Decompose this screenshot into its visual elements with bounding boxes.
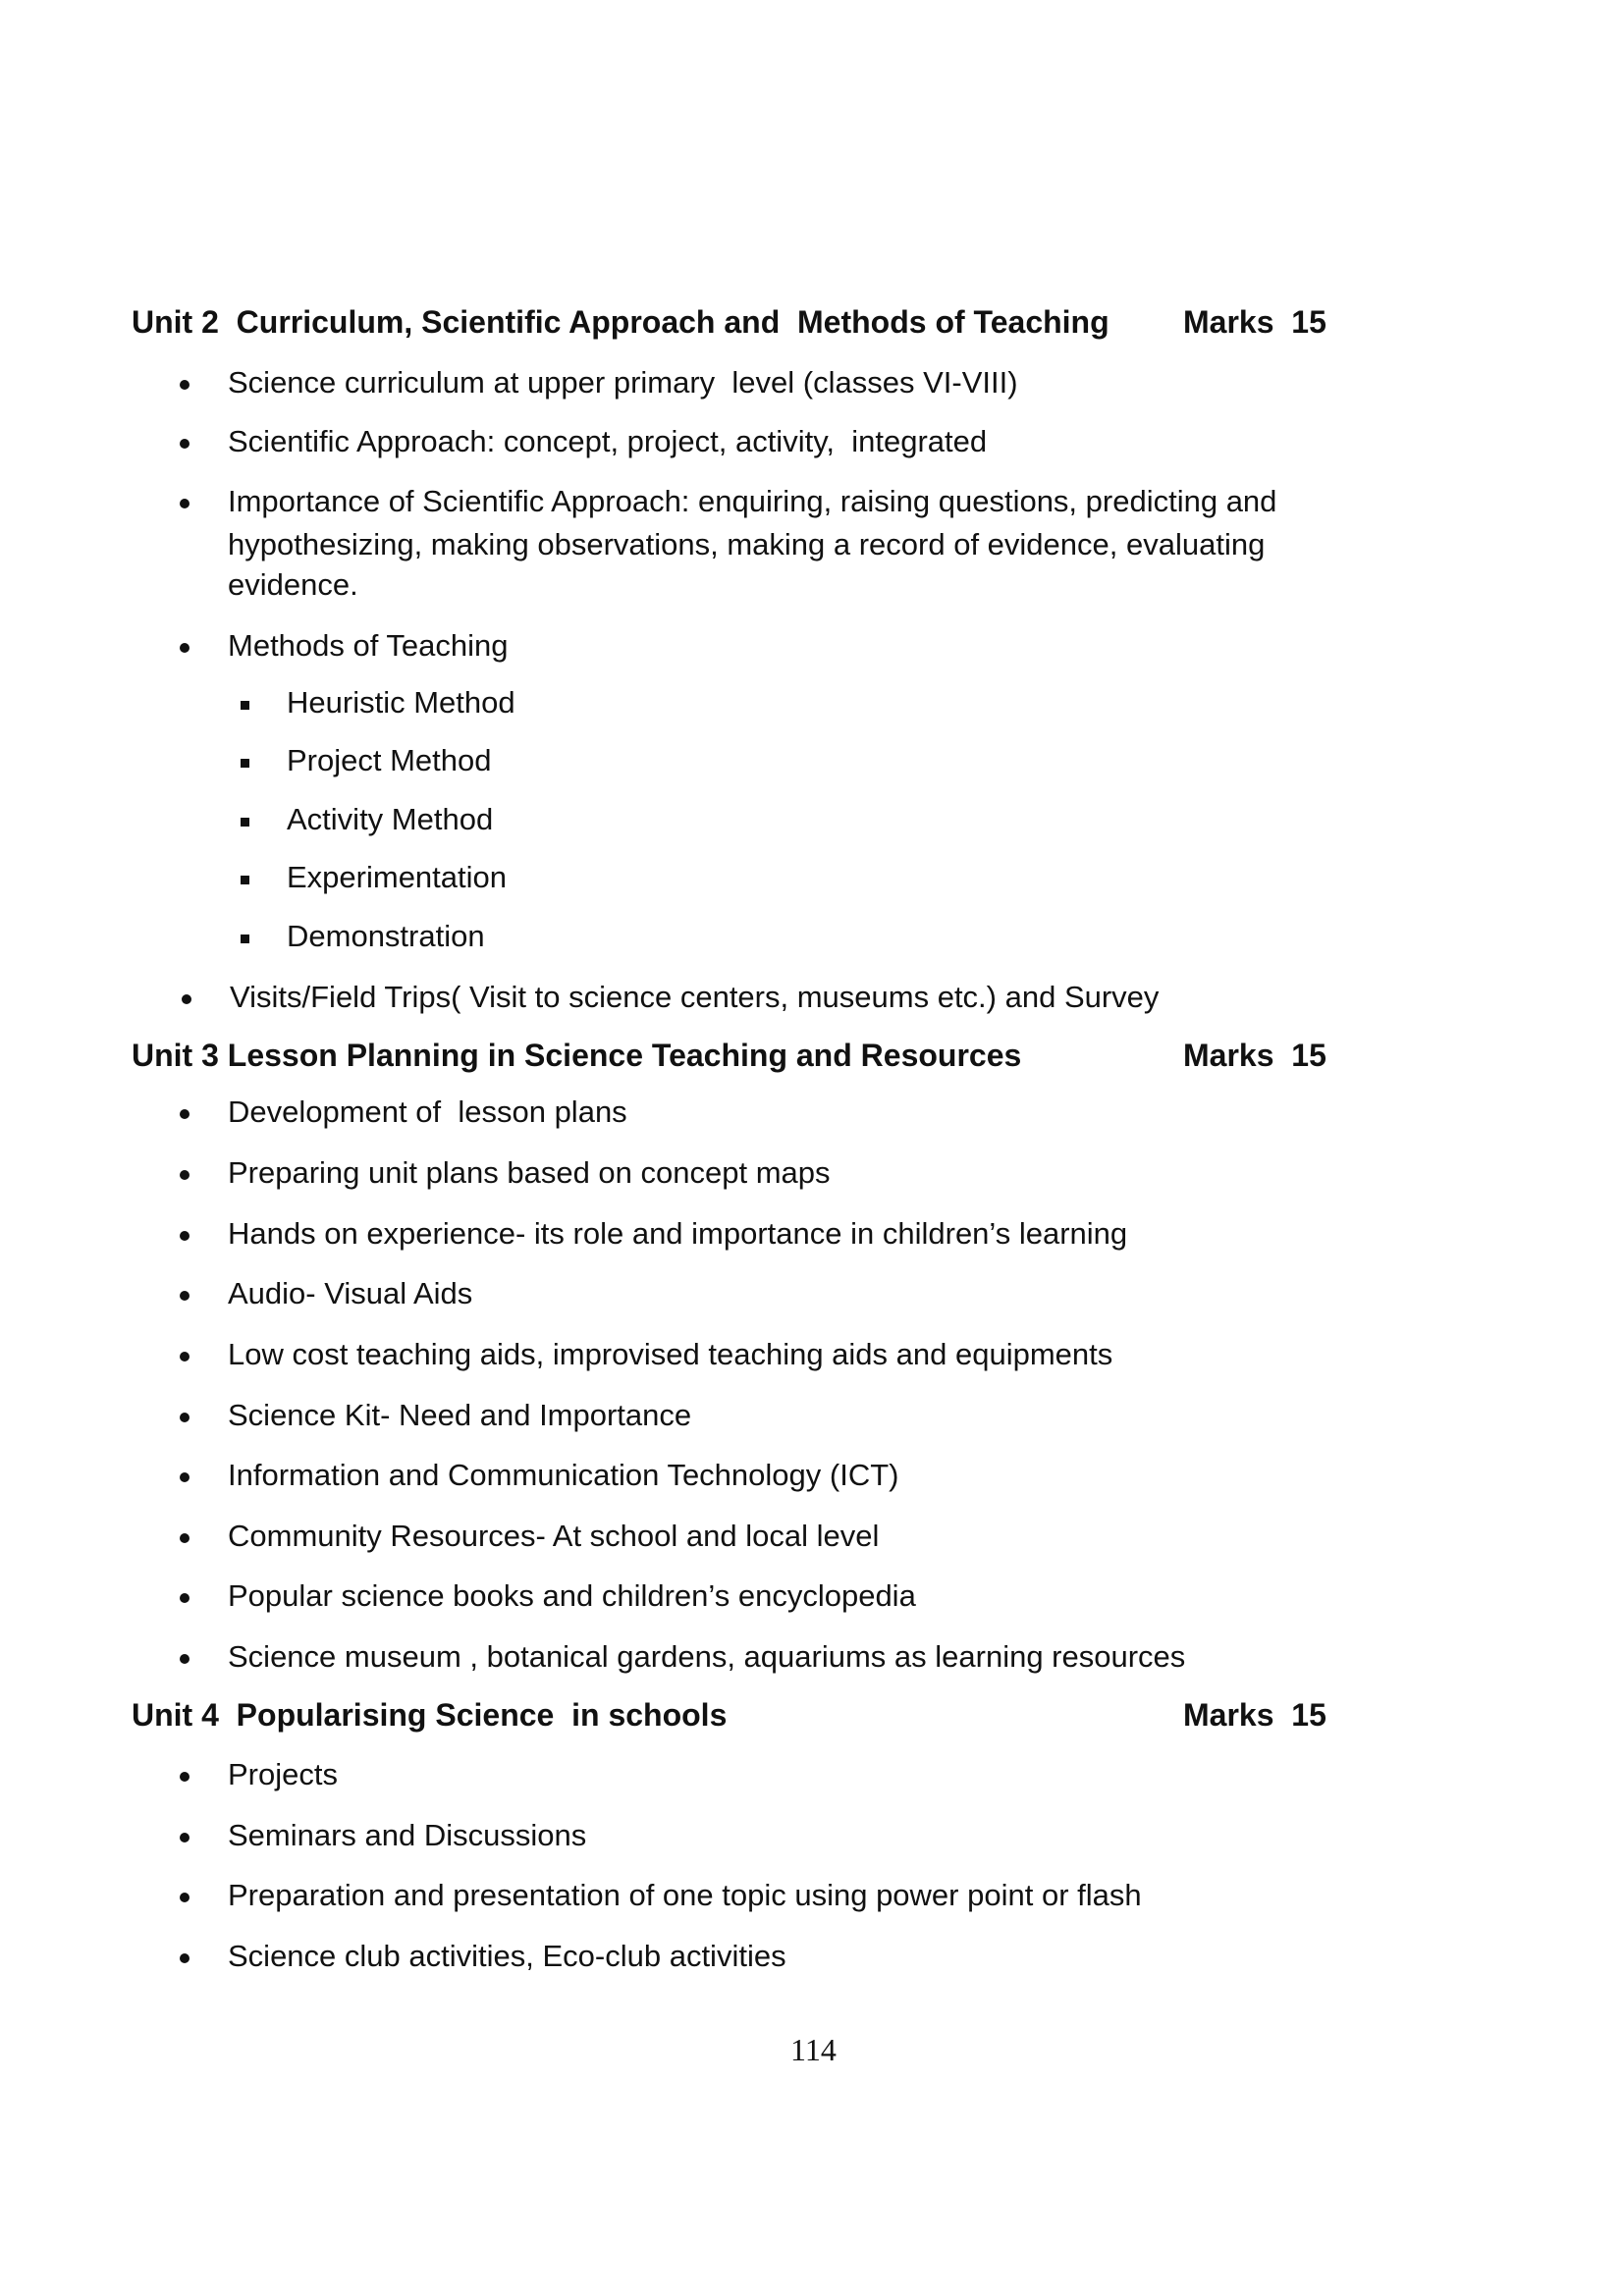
unit-heading-marks: Marks 15: [1183, 1697, 1326, 1733]
list-item-text: Information and Communication Technology (ICT): [228, 1458, 899, 1492]
bullet-icon: [180, 643, 189, 653]
sub-list-item-text: Heuristic Method: [287, 685, 515, 720]
bullet-icon: [180, 1472, 189, 1482]
square-bullet-icon: [241, 818, 249, 827]
square-bullet-icon: [241, 934, 249, 943]
bullet-icon: [180, 1291, 189, 1301]
list-item-text: hypothesizing, making observations, making a record of evidence, evaluating: [228, 527, 1266, 561]
list-item-text: Science Kit- Need and Importance: [228, 1398, 692, 1432]
bullet-icon: [180, 1772, 189, 1782]
list-item-text: Low cost teaching aids, improvised teaching aids and equipments: [228, 1337, 1113, 1371]
bullet-icon: [180, 1231, 189, 1241]
bullet-icon: [180, 1109, 189, 1119]
bullet-icon: [180, 439, 189, 449]
bullet-icon: [180, 499, 189, 508]
bullet-icon: [180, 1953, 189, 1963]
bullet-icon: [180, 1654, 189, 1664]
bullet-icon: [180, 1352, 189, 1362]
bullet-icon: [180, 1170, 189, 1180]
list-item-text: Importance of Scientific Approach: enquiring, raising questions, predicting and: [228, 484, 1277, 518]
unit-heading-title: Unit 4 Popularising Science in schools: [132, 1697, 728, 1733]
list-item-text: Preparation and presentation of one topic using power point or flash: [228, 1878, 1142, 1912]
bullet-icon: [182, 994, 191, 1004]
bullet-icon: [180, 1413, 189, 1422]
square-bullet-icon: [241, 759, 249, 768]
bullet-icon: [180, 1593, 189, 1603]
list-item-text: Visits/Field Trips( Visit to science centers, museums etc.) and Survey: [230, 980, 1160, 1014]
list-item-text: Popular science books and children’s encyclopedia: [228, 1578, 916, 1613]
list-item-text: Preparing unit plans based on concept maps: [228, 1155, 831, 1190]
unit-heading-title: Unit 2 Curriculum, Scientific Approach and Methods of Teaching: [132, 304, 1109, 340]
sub-list-item-text: Activity Method: [287, 802, 494, 836]
list-item-text: Science club activities, Eco-club activities: [228, 1939, 786, 1973]
sub-list-item-text: Project Method: [287, 743, 492, 777]
list-item-text: Seminars and Discussions: [228, 1818, 587, 1852]
page-number: 114: [790, 2032, 837, 2067]
list-item-text: evidence.: [228, 567, 358, 602]
unit-heading-marks: Marks 15: [1183, 304, 1326, 340]
list-item-text: Hands on experience- its role and importance in children’s learning: [228, 1216, 1128, 1251]
list-item-text: Audio- Visual Aids: [228, 1276, 473, 1310]
list-item-text: Projects: [228, 1757, 338, 1791]
bullet-icon: [180, 380, 189, 390]
square-bullet-icon: [241, 876, 249, 884]
list-item-text: Science curriculum at upper primary level (classes VI-VIII): [228, 365, 1018, 400]
list-item-text: Methods of Teaching: [228, 628, 509, 663]
unit-heading-marks: Marks 15: [1183, 1038, 1326, 1073]
list-item-text: Community Resources- At school and local level: [228, 1519, 880, 1553]
bullet-icon: [180, 1893, 189, 1902]
bullet-icon: [180, 1533, 189, 1543]
sub-list-item-text: Demonstration: [287, 919, 485, 953]
list-item-text: Scientific Approach: concept, project, activity, integrated: [228, 424, 988, 458]
bullet-icon: [180, 1833, 189, 1842]
list-item-text: Science museum , botanical gardens, aquariums as learning resources: [228, 1639, 1186, 1674]
square-bullet-icon: [241, 701, 249, 710]
unit-heading-title: Unit 3 Lesson Planning in Science Teaching and Resources: [132, 1038, 1022, 1073]
sub-list-item-text: Experimentation: [287, 860, 508, 894]
list-item-text: Development of lesson plans: [228, 1095, 627, 1129]
